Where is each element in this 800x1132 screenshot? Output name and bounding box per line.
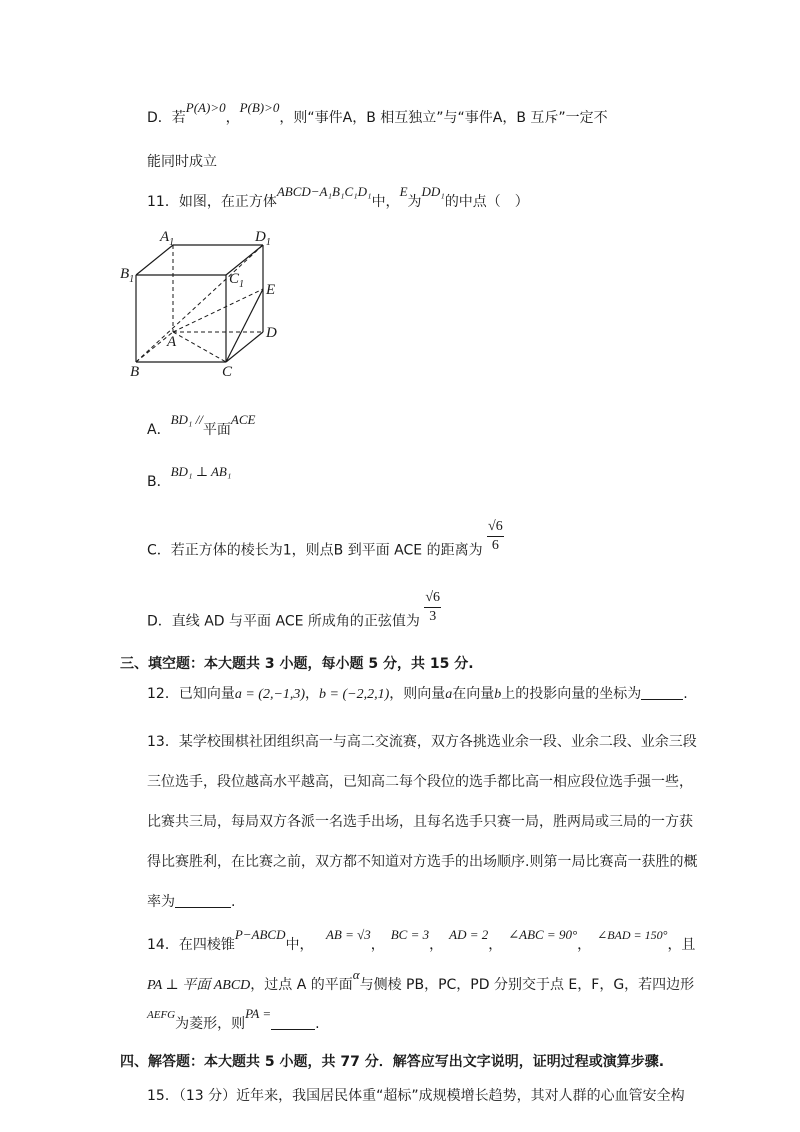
period: . [231, 894, 236, 910]
math-vector-a: a = (2,−1,3) [234, 687, 306, 702]
fraction-sqrt6-over-3: $\frac{√6}{3}$ [425, 590, 441, 624]
q14-text: ，过点 A 的平面 [250, 977, 353, 993]
q13-line-3: 比赛共三局，每局双方各派一名选手出场，且每名选手只赛一局，胜两局或三局的一方获 [147, 814, 693, 830]
option-text: C．若正方体的棱长为1，则点B 到平面 ACE 的距离为 [147, 542, 483, 559]
q11-option-b [147, 464, 232, 492]
separator: ， [370, 937, 385, 953]
q14-text: 中， [285, 937, 314, 953]
fraction-sqrt6-over-6: $\frac{√6}{6}$ [488, 519, 503, 553]
q12-text: 12．已知向量 [147, 686, 235, 702]
q11-text: 中， [371, 194, 400, 210]
q12-text: ，则向量 [389, 686, 446, 702]
cube-hidden-edges [136, 245, 263, 362]
q13-text: 率为 [147, 894, 175, 910]
option-text: D．直线 AD 与平面 ACE 所成角的正弦值为 [147, 613, 420, 630]
separator: ， [305, 686, 320, 702]
section4-heading: 四、解答题：本大题共 5 小题，共 77 分．解答应写出文字说明，证明过程或演算步骤. [120, 1054, 665, 1070]
cube-figure [116, 225, 286, 380]
separator: ， [225, 110, 240, 126]
math-b: b [494, 687, 502, 702]
math-ab: AB = √3 [325, 927, 371, 942]
option-label: B． [147, 474, 171, 490]
q14-text: ，且 [667, 937, 696, 953]
math-aefg: AEFG [147, 1009, 176, 1021]
option-label: D．若 [147, 110, 186, 126]
math-alpha: α [352, 967, 360, 982]
q11-option-d [147, 590, 441, 640]
math-p-abcd: P−ABCD [234, 927, 286, 942]
q14-text: 为菱形，则 [175, 1016, 246, 1032]
label-a1: $A_1$ [160, 229, 175, 248]
math-pa-equals: PA = [245, 1006, 272, 1021]
math-cube: ABCD−A₁B₁C₁D₁ [276, 184, 372, 199]
q11-text: 为 [407, 194, 422, 210]
q14-text: 14．在四棱锥 [147, 937, 235, 953]
math-bd1-parallel: BD₁ // [170, 412, 203, 427]
q13-line-5 [147, 892, 235, 912]
separator: ， [577, 937, 592, 953]
math-ad: AD = 2 [449, 927, 489, 942]
label-e: E [266, 282, 276, 298]
label-c1: $C_1$ [229, 271, 245, 290]
period: . [683, 686, 688, 702]
section3-heading: 三、填空题：本大题共 3 小题，每小题 5 分，共 15 分. [120, 656, 474, 672]
math-pb: P(B)>0 [239, 100, 280, 115]
q11-option-c [147, 519, 504, 569]
math-ace: ACE [230, 412, 256, 427]
separator: ， [429, 937, 444, 953]
label-d1: $D_1$ [255, 229, 271, 248]
q14-line-2 [147, 967, 695, 996]
q12-text: 上的投影向量的坐标为 [501, 686, 642, 702]
q15-line-1: 15．（13 分）近年来，我国居民体重“超标”成规模增长趋势，其对人群的心血管安全构 [147, 1088, 685, 1104]
q13-line-2: 三位选手，段位越高水平越高，已知高二每个段位的选手都比高一相应段位选手强一些， [147, 774, 693, 790]
option-label: A． [147, 422, 171, 438]
q11-stem [147, 184, 529, 212]
q10-option-d [147, 100, 608, 128]
q10-option-d-continued: 能同时成立 [147, 154, 217, 170]
math-a: a [445, 687, 453, 702]
q11-text: 的中点（ ） [444, 194, 529, 210]
q12-text: 在向量 [452, 686, 495, 702]
q11-option-a [147, 412, 256, 440]
q13-line-1: 13．某学校围棋社团组织高一与高二交流赛，双方各挑选业余一段、业余二段、业余三段 [147, 734, 697, 750]
answer-blank[interactable] [641, 685, 683, 700]
q14-line-3 [147, 1006, 320, 1035]
math-vector-b: b = (−2,2,1) [319, 687, 390, 702]
math-angle-bad: ∠BAD = 150° [597, 928, 668, 942]
q14-text: 与侧棱 PB，PC，PD 分别交于点 E，F，G，若四边形 [359, 977, 695, 993]
label-a: A [167, 334, 177, 350]
q11-number: 11．如图，在正方体 [147, 194, 277, 210]
q13-line-4: 得比赛胜利，在比赛之前，双方都不知道对方选手的出场顺序.则第一局比赛高一获胜的概 [147, 854, 698, 870]
math-bc: BC = 3 [390, 927, 430, 942]
q14-line-1 [147, 927, 696, 955]
label-c: C [222, 364, 233, 380]
answer-blank[interactable] [271, 1015, 315, 1030]
option-text: ，则“事件A，B 相互独立”与“事件A，B 互斥”一定不 [279, 110, 608, 126]
period: . [315, 1016, 320, 1032]
answer-blank[interactable] [175, 893, 231, 908]
label-d: D [266, 325, 277, 341]
label-b: B [130, 364, 140, 380]
math-dd1: DD₁ [421, 184, 445, 199]
separator: ， [488, 937, 503, 953]
math-pa: P(A)>0 [185, 100, 226, 115]
q12-stem [147, 684, 688, 705]
math-bd1-perp-ab1: BD₁ ⊥ AB₁ [170, 464, 232, 479]
math-e: E [399, 184, 408, 199]
math-pa-perp-plane: PA ⊥ 平面 ABCD [147, 978, 251, 993]
option-text: 平面 [202, 422, 231, 438]
math-angle-abc: ∠ABC = 90° [508, 927, 578, 942]
label-b1: $B_1$ [120, 266, 135, 285]
